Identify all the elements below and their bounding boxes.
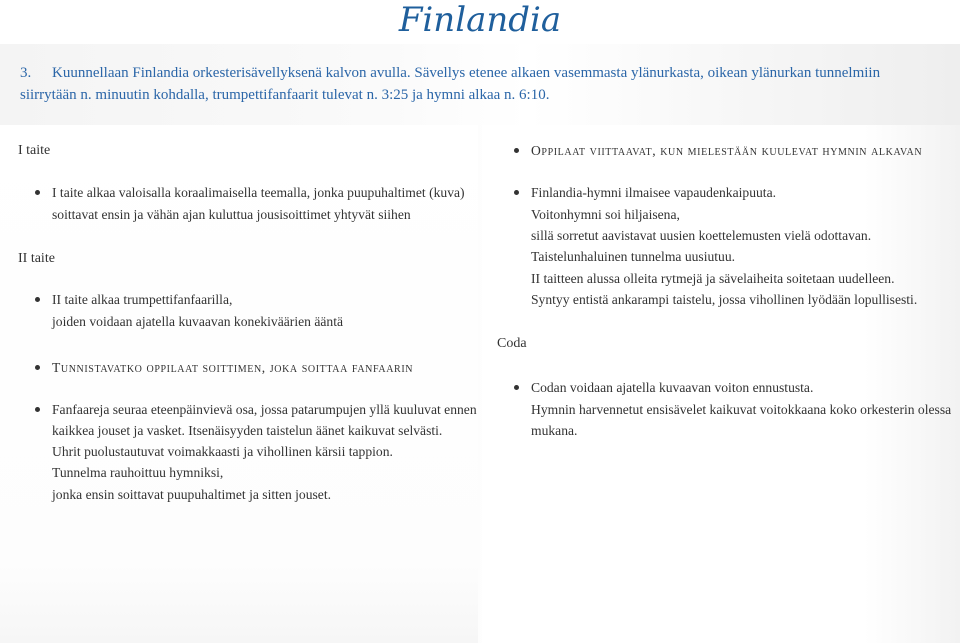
intro-line: Kuunnellaan Finlandia orkesterisävellyksenä kalvon avulla. Sävellys etenee alkaen vasemmasta ylänurkasta, oikean ylänurkan tunnelmiin [52,65,881,81]
bullet-text-line: soittavat ensin ja vähän ajan kuluttua jousisoittimet yhtyvät siihen [52,207,411,222]
bullet-text-line: Tunnelma rauhoittuu hymniksi, [52,465,224,480]
bullet-question: Oppilaat viittaavat, kun mielestään kuulevat hymnin alkavan [531,143,923,158]
bullet-text-line: Taistelunhaluinen tunnelma uusiutuu. [531,249,736,264]
bullet-text-line: sillä sorretut aavistavat uusien koettelemusten vielä odottavan. [531,228,872,243]
bullet-text-line: Hymnin harvennetut ensisävelet kaikuvat voitokkaana koko orkesterin olessa [531,402,952,417]
intro-line: siirrytään n. minuutin kohdalla, trumpettifanfaarit tulevat n. 3:25 ja hymni alkaa n. 6:10. [20,87,550,103]
bullet-text-line: Fanfaareja seuraa eteenpäinvievä osa, jossa patarumpujen yllä kuuluvat ennen [52,402,477,417]
bullet-text-line: Uhrit puolustautuvat voimakkaasti ja vihollinen kärsii tappion. [52,444,393,459]
intro-number: 3. [20,65,32,81]
heading-coda: Coda [497,336,527,351]
intro-paragraph [20,62,955,106]
bullet-dot [514,148,519,153]
bullet-dot [514,190,519,195]
bullet-question: Tunnistavatko oppilaat soittimen, joka soittaa fanfaarin [52,360,414,375]
bullet-text-line: Voitonhymni soi hiljaisena, [531,207,680,222]
heading-i-taite: I taite [18,143,51,158]
bullet-text-line: kaikkea jouset ja vasket. Itsenäisyyden taistelun äänet kaikuvat selvästi. [52,423,443,438]
bullet-text-line: Finlandia-hymni ilmaisee vapaudenkaipuuta. [531,185,776,200]
bullet-dot [514,385,519,390]
bullet-text-line: Codan voidaan ajatella kuvaavan voiton ennustusta. [531,380,814,395]
bullet-dot [35,365,40,370]
bullet-text-line: I taite alkaa valoisalla koraalimaisella teemalla, jonka puupuhaltimet (kuva) [52,185,465,200]
heading-ii-taite: II taite [18,251,55,266]
bullet-dot [35,407,40,412]
bullet-text-line: II taite alkaa trumpettifanfaarilla, [52,292,233,307]
bullet-text-line: II taitteen alussa olleita rytmejä ja sävelaiheita soitetaan uudelleen. [531,271,895,286]
bullet-text-line: Syntyy entistä ankarampi taistelu, jossa vihollinen lyödään lopullisesti. [531,292,918,307]
bullet-text-line: mukana. [531,423,578,438]
bullet-dot [35,190,40,195]
bullet-dot [35,297,40,302]
page-title: Finlandia [398,0,562,40]
bullet-text-line: joiden voidaan ajatella kuvaavan konekiväärien ääntä [52,314,343,329]
bullet-text-line: jonka ensin soittavat puupuhaltimet ja sitten jouset. [52,487,332,502]
